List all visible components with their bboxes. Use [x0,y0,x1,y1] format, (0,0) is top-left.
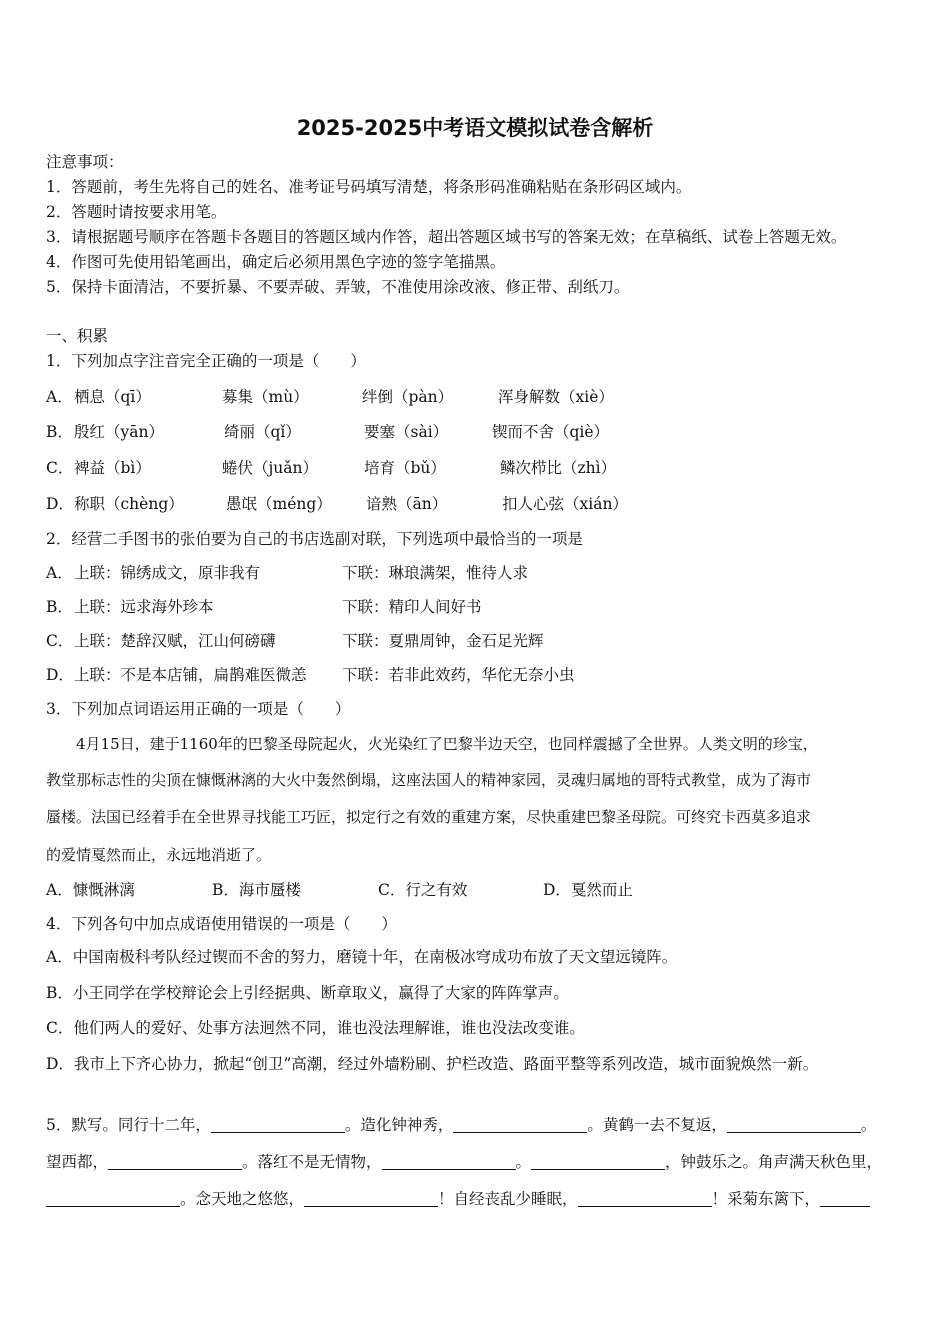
question-2-stem: 2．经营二手图书的张伯要为自己的书店选副对联，下列选项中最恰当的一项是 [46,530,583,548]
answer-blank[interactable] [820,1190,870,1207]
answer-blank[interactable] [382,1153,516,1170]
answer-blank[interactable] [453,1116,587,1133]
option-item: 绮丽（qǐ） [224,423,301,441]
option-item: 蜷伏（juǎn） [222,459,319,477]
question-3-stem: 3．下列加点词语运用正确的一项是（ ） [46,700,351,718]
answer-blank[interactable] [727,1116,861,1133]
option-label: D． [46,495,74,513]
q5-text: 望西都， [46,1153,109,1171]
q4-option-c: C．他们两人的爱好、处事方法迥然不同，谁也没法理解谁，谁也没法改变谁。 [46,1019,585,1037]
q5-text: 。黄鹤一去不复返， [587,1116,727,1134]
q5-line-2 [46,1152,882,1172]
option-label: C． [46,632,74,650]
q5-text: 。念天地之悠悠， [180,1190,305,1208]
upper-couplet: 上联：不是本店铺，扁鹊难医微恙 [74,666,307,684]
option-item: 扣人心弦（xián） [502,495,628,513]
page-title: 2025-2025中考语文模拟试卷含解析 [296,116,654,140]
question-4-stem: 4．下列各句中加点成语使用错误的一项是（ ） [46,915,397,933]
option-item: 称职（chèng） [74,495,184,513]
passage-line: 4月15日，建于1160年的巴黎圣母院起火，火光染红了巴黎半边天空，也同样震撼了全世界。人类文明的珍宝， [76,735,818,753]
q5-text: ，钟鼓乐之。角声满天秋色里， [665,1153,883,1171]
option-item: 募集（mù） [222,388,309,406]
notice-item: 2．答题时请按要求用笔。 [46,203,227,221]
option-item: 殷红（yān） [74,423,164,441]
option-b: B．海市蜃楼 [212,881,301,899]
option-item: 谙熟（ān） [366,495,448,513]
q4-option-d: D．我市上下齐心协力，掀起“创卫”高潮，经过外墙粉刷、护栏改造、路面平整等系列改造，城市面貌焕然一新。 [46,1055,819,1073]
lower-couplet: 下联：精印人间好书 [342,598,482,616]
option-item: 锲而不舍（qiè） [492,423,610,441]
answer-blank[interactable] [211,1116,345,1133]
answer-blank[interactable] [46,1190,180,1207]
option-label: A． [46,388,73,406]
q5-text: 。落红不是无情物， [242,1153,382,1171]
option-item: 浑身解数（xiè） [498,388,614,406]
option-label: A． [46,564,73,582]
q4-option-a: A．中国南极科考队经过锲而不舍的努力，磨镜十年，在南极冰穹成功布放了天文望远镜阵。 [46,948,678,966]
notice-item: 5．保持卡面清洁，不要折暴、不要弄破、弄皱，不准使用涂改液、修正带、刮纸刀。 [46,278,630,296]
option-label: B． [46,423,73,441]
option-d: D．戛然而止 [543,881,633,899]
lower-couplet: 下联：琳琅满架，惟待人求 [342,564,529,582]
q5-line-3 [46,1189,870,1209]
notice-item: 3．请根据题号顺序在答题卡各题目的答题区域内作答，超出答题区域书写的答案无效；在草稿纸、试卷上答题无效。 [46,228,847,246]
notice-heading: 注意事项： [46,153,124,171]
lower-couplet: 下联：若非此效药，华佗无奈小虫 [342,666,575,684]
option-label: D． [46,666,74,684]
answer-blank[interactable] [578,1190,712,1207]
section-heading: 一、积累 [46,327,109,345]
option-item: 培育（bǔ） [364,459,446,477]
option-item: 要塞（sài） [364,423,449,441]
answer-blank[interactable] [108,1153,242,1170]
upper-couplet: 上联：远求海外珍本 [74,598,214,616]
option-item: 愚氓（méng） [226,495,332,513]
notice-item: 1．答题前，考生先将自己的姓名、准考证号码填写清楚，将条形码准确粘贴在条形码区域内。 [46,178,692,196]
option-label: C． [46,459,74,477]
passage-line: 蜃楼。法国已经着手在全世界寻找能工巧匠，拟定行之有效的重建方案，尽快重建巴黎圣母院。可终究卡西莫多追求 [46,808,812,826]
option-item: 绊倒（pàn） [362,388,454,406]
answer-blank[interactable] [531,1153,665,1170]
option-item: 鳞次栉比（zhì） [500,459,617,477]
q5-text: 。造化钟神秀， [344,1116,454,1134]
option-item: 栖息（qī） [74,388,151,406]
q4-option-b: B．小王同学在学校辩论会上引经据典、断章取义，赢得了大家的阵阵掌声。 [46,984,569,1002]
notice-item: 4．作图可先使用铅笔画出，确定后必须用黑色字迹的签字笔描黑。 [46,253,506,271]
q5-line-1 [46,1115,876,1135]
question-1-stem: 1．下列加点字注音完全正确的一项是（ ） [46,352,366,370]
upper-couplet: 上联：楚辞汉赋，江山何磅礴 [74,632,276,650]
answer-blank[interactable] [304,1190,438,1207]
upper-couplet: 上联：锦绣成文，原非我有 [74,564,261,582]
passage-line: 的爱情戛然而止，永远地消逝了。 [46,846,272,864]
option-label: B． [46,598,73,616]
lower-couplet: 下联：夏鼎周钟，金石足光辉 [342,632,544,650]
q5-text: 5．默写。同行十二年， [46,1116,211,1134]
q5-text: ！自经丧乱少睡眠， [438,1190,578,1208]
q5-text: ！采菊东篱下， [711,1190,821,1208]
q5-text: 。 [515,1153,532,1171]
option-c: C．行之有效 [378,881,468,899]
option-item: 裨益（bì） [74,459,151,477]
option-a: A．慷慨淋漓 [46,881,135,899]
q5-text: 。 [860,1116,877,1134]
passage-line: 教堂那标志性的尖顶在慷慨淋漓的大火中轰然倒塌，这座法国人的精神家园，灵魂归属地的哥特式教堂，成为了海市 [46,771,812,789]
